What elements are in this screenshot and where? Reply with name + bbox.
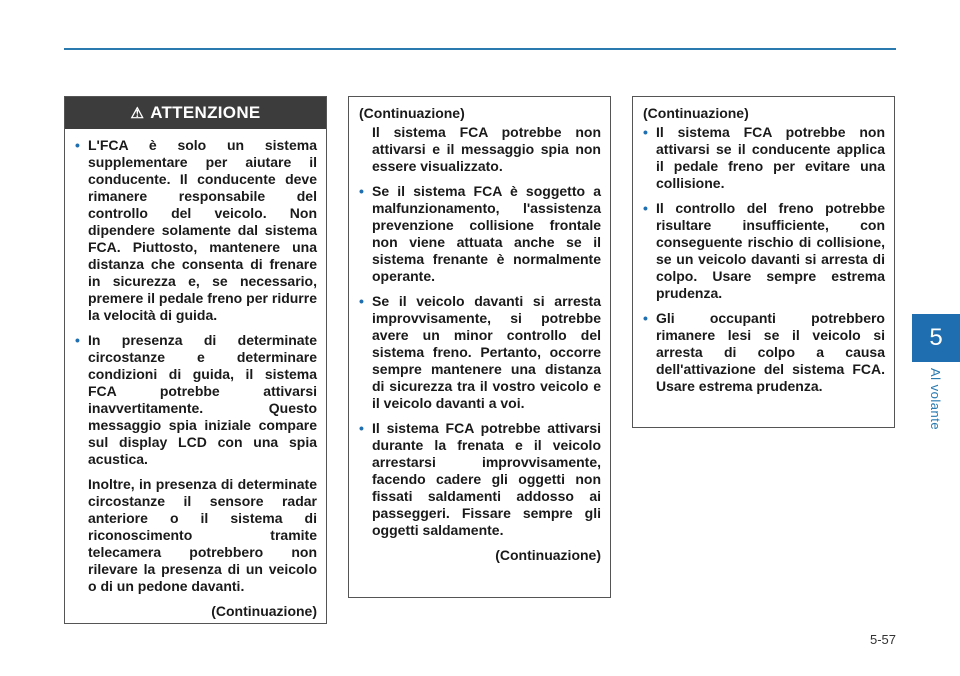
bullet-dot-icon: •	[643, 200, 648, 216]
bullet-dot-icon: •	[75, 332, 80, 348]
bullet-item	[359, 420, 601, 539]
warning-header	[65, 97, 326, 129]
bullet-dot-icon: •	[75, 137, 80, 153]
continued-header: (Continuazione)	[359, 105, 465, 121]
bullet-dot-icon: •	[359, 293, 364, 309]
bullet-text: Gli occupanti potrebbero rimanere lesi se il veicolo si arresta di colpo a causa dell'attivazione del sistema FCA. Usare estrema prudenza.	[656, 310, 885, 394]
header-rule	[64, 48, 896, 50]
bullet-text: Il sistema FCA potrebbe non attivarsi se il conducente applica il pedale freno per evitare una collisione.	[656, 124, 885, 191]
paragraph: Inoltre, in presenza di determinate circostanze il sensore radar anteriore o il sistema di riconoscimento tramite telecamera potrebbero non rilevare la presenza di un veicolo o di un pedone davanti.	[88, 476, 317, 594]
warning-content	[65, 129, 326, 620]
continuation-box-3	[632, 96, 895, 428]
continued-label: (Continuazione)	[211, 603, 317, 619]
warning-icon: ⚠	[130, 105, 145, 122]
bullet-item	[75, 332, 317, 468]
bullet-item	[643, 310, 885, 395]
continued-label: (Continuazione)	[495, 547, 601, 563]
bullet-dot-icon: •	[359, 420, 364, 436]
continuation-box-2	[348, 96, 611, 598]
bullet-text: Se il sistema FCA è soggetto a malfunzionamento, l'assistenza prevenzione collisione frontale non viene attuata anche se il sistema frenante è normalmente operante.	[372, 183, 601, 284]
chapter-tab[interactable]: 5	[912, 314, 960, 362]
bullet-item	[359, 293, 601, 412]
box-content	[349, 97, 610, 564]
bullet-text: L'FCA è solo un sistema supplementare per aiutare il conducente. Il conducente deve rimanere responsabile del controllo del veicolo. Non dipendere solamente dal sistema FCA. Piuttosto, mantenere una distanza che consenta di frenare in sicurezza e, se necessario, premere il pedale freno per ridurre la velocità di guida.	[88, 137, 317, 323]
bullet-dot-icon: •	[359, 183, 364, 199]
bullet-item	[75, 137, 317, 324]
bullet-dot-icon: •	[643, 310, 648, 326]
paragraph: Il sistema FCA potrebbe non attivarsi e il messaggio spia non essere visualizzato.	[372, 124, 601, 174]
box-content	[633, 97, 894, 395]
page-number: 5-57	[869, 632, 896, 647]
bullet-text: Se il veicolo davanti si arresta improvvisamente, si potrebbe avere un minor controllo del sistema freno. Pertanto, occorre sempre mantenere una distanza di sicurezza tra il vostro veicolo e il veicolo davanti a voi.	[372, 293, 601, 411]
bullet-item	[643, 124, 885, 192]
chapter-label: Al volante	[928, 368, 943, 431]
bullet-text: Il controllo del freno potrebbe risultare insufficiente, con conseguente rischio di collisione, se un veicolo davanti si arresta di colpo. Usare sempre estrema prudenza.	[656, 200, 885, 301]
bullet-dot-icon: •	[643, 124, 648, 140]
continued-header: (Continuazione)	[643, 105, 749, 121]
bullet-item	[643, 200, 885, 302]
bullet-text: In presenza di determinate circostanze e determinare condizioni di guida, il sistema FCA potrebbe attivarsi inavvertitamente. Questo messaggio spia iniziale compare sul display LCD con una spia acustica.	[88, 332, 317, 467]
warning-box	[64, 96, 327, 624]
bullet-item	[359, 183, 601, 285]
bullet-text: Il sistema FCA potrebbe attivarsi durante la frenata e il veicolo arrestarsi improvvisamente, facendo cadere gli oggetti non fissati saldamenti addosso ai passeggeri. Fissare sempre gli oggetti saldamente.	[372, 420, 601, 538]
warning-title: ATTENZIONE	[150, 103, 261, 122]
